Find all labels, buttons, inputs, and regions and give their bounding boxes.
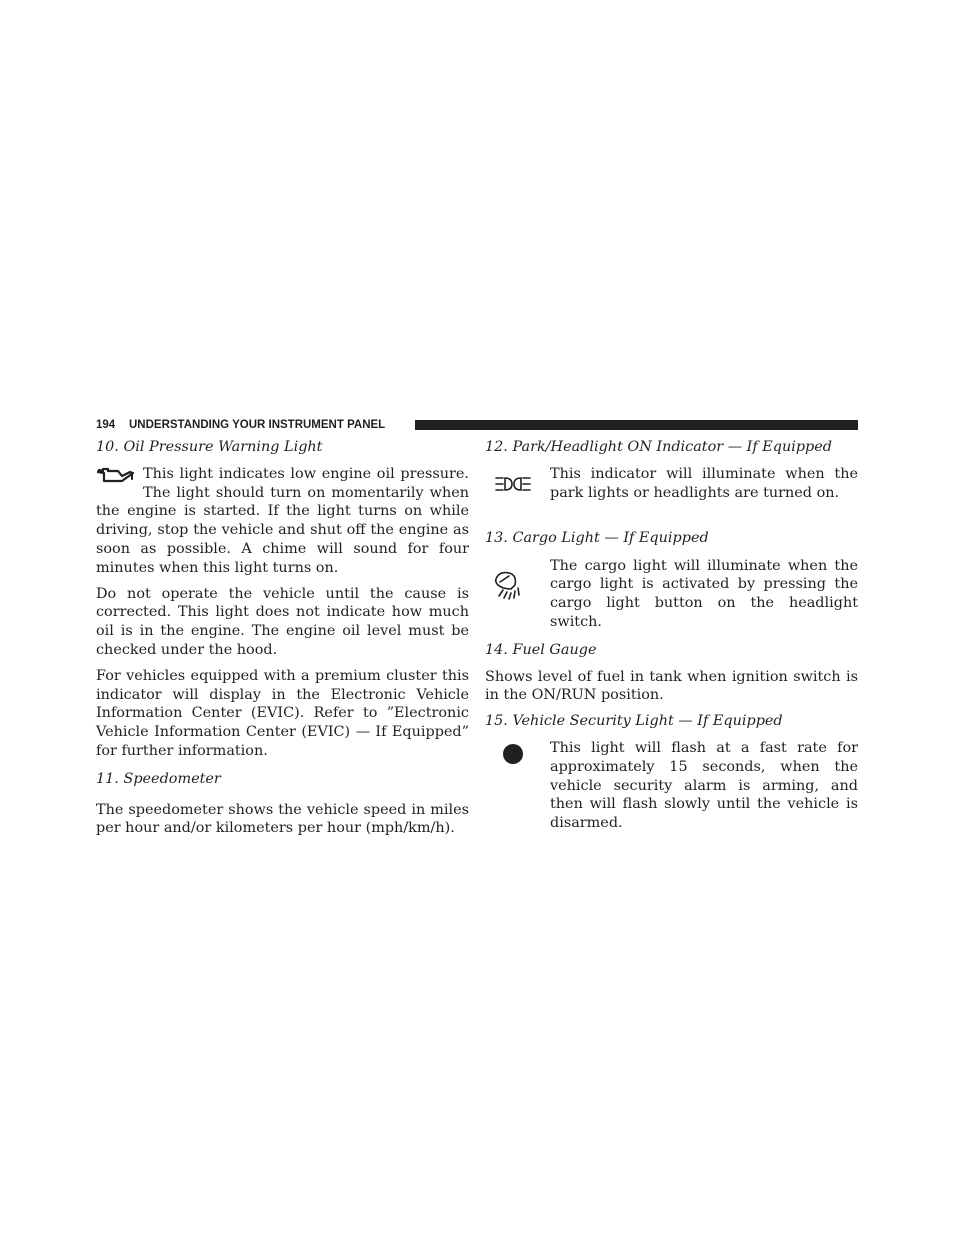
oil-can-icon [96,465,136,485]
speedometer-paragraph: The speedometer shows the vehicle speed in miles per hour and/or kilometers per hour (mph/km/h). [96,801,469,837]
park-headlight-block [485,465,858,505]
vehicle-security-block [485,739,858,833]
heading-cargo-light: 13. Cargo Light — If Equipped [485,529,709,546]
vehicle-security-paragraph: This light will flash at a fast rate for approximately 15 seconds, when the vehicle security alarm is arming, and then will flash slowly until the vehicle is disarmed. [550,739,858,832]
cargo-light-block [485,557,858,632]
heading-park-headlight: 12. Park/Headlight ON Indicator — If Equipped [485,439,832,455]
oil-pressure-paragraph-3: For vehicles equipped with a premium cluster this indicator will display in the Electronic Vehicle Information Center (EVIC). Refer to ”Electronic Vehicle Information Center (EVIC) — If Equipped” for further information. [96,667,469,759]
cargo-light-icon [485,565,541,605]
heading-speedometer: 11. Speedometer [96,770,221,787]
oil-pressure-paragraph-1: This light indicates low engine oil pressure. The light should turn on momentarily when the engine is started. If the light turns on while driving, stop the vehicle and shut off the engine as soon as possible. A chime will sound for four minutes when this light turns on. [96,465,469,576]
cargo-light-paragraph: The cargo light will illuminate when the cargo light is activated by pressing the cargo light button on the headlight switch. [550,557,858,630]
heading-oil-pressure: 10. Oil Pressure Warning Light [96,439,323,455]
security-dot-icon [485,739,541,779]
oil-pressure-paragraph-2: Do not operate the vehicle until the cause is corrected. This light does not indicate how much oil is in the engine. The engine oil level must be checked under the hood. [96,585,469,658]
fuel-gauge-paragraph: Shows level of fuel in tank when ignition switch is in the ON/RUN position. [485,668,858,704]
right-column [485,438,858,842]
page-header [96,418,858,432]
page-number: 194 [96,419,116,431]
left-column [96,438,469,845]
park-headlight-icon [485,465,541,505]
park-headlight-paragraph: This indicator will illuminate when the park lights or headlights are turned on. [550,465,858,501]
heading-vehicle-security: 15. Vehicle Security Light — If Equipped [485,713,783,730]
section-title: UNDERSTANDING YOUR INSTRUMENT PANEL [129,419,386,431]
header-rule [415,420,858,430]
heading-fuel-gauge: 14. Fuel Gauge [485,641,597,658]
